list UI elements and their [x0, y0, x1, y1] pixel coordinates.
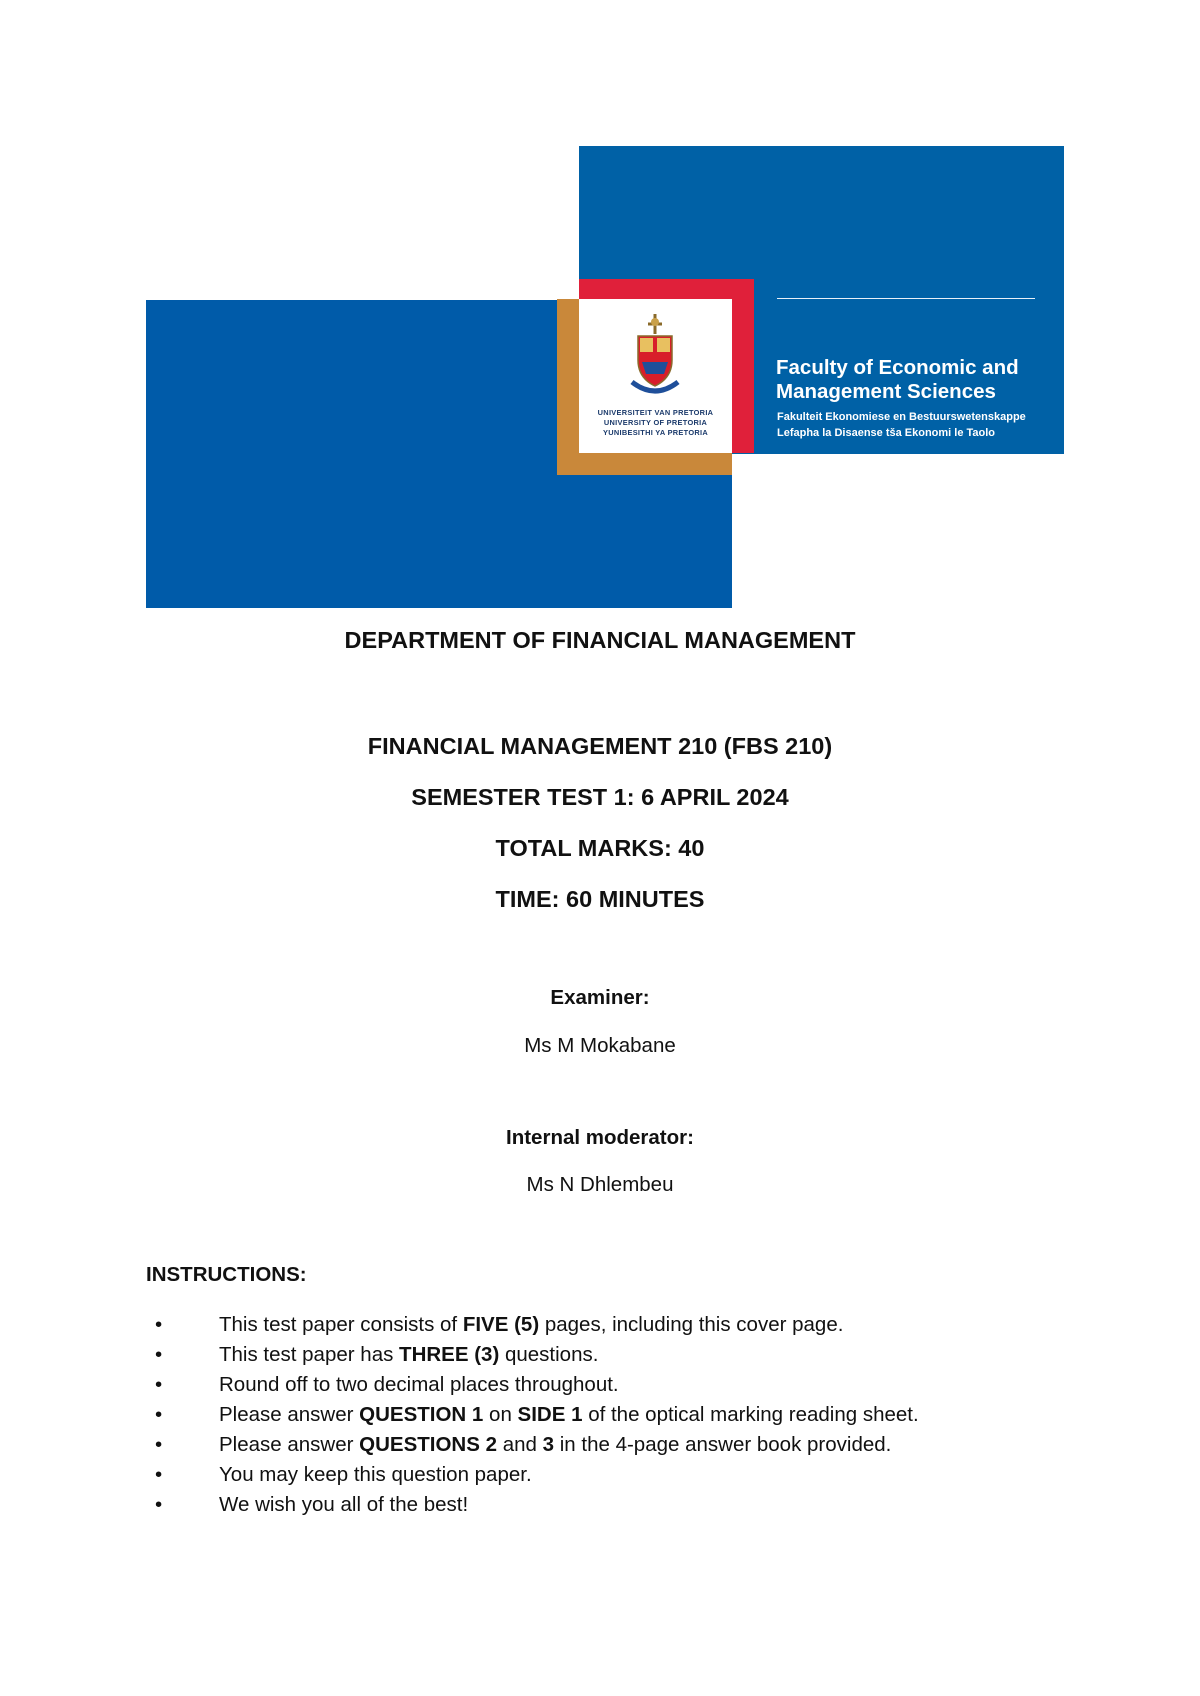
- list-item: • This test paper has THREE (3) questions.: [146, 1340, 1106, 1370]
- list-item: • You may keep this question paper.: [146, 1460, 1106, 1490]
- total-marks: TOTAL MARKS: 40: [495, 835, 705, 861]
- bullet: •: [155, 1403, 163, 1426]
- bullet: •: [155, 1433, 163, 1456]
- banner-divider: [777, 298, 1035, 299]
- examiner-label: Examiner:: [550, 986, 650, 1009]
- course-title: FINANCIAL MANAGEMENT 210 (FBS 210): [367, 733, 833, 759]
- department-title: DEPARTMENT OF FINANCIAL MANAGEMENT: [344, 627, 856, 653]
- bullet: •: [155, 1343, 163, 1366]
- bullet: •: [155, 1313, 163, 1336]
- bullet: •: [155, 1463, 163, 1486]
- instructions-list: [146, 1310, 1106, 1520]
- bullet: •: [155, 1373, 163, 1396]
- list-item: • We wish you all of the best!: [146, 1490, 1106, 1520]
- list-item: • This test paper consists of FIVE (5) pages, including this cover page.: [146, 1310, 1106, 1340]
- test-title: SEMESTER TEST 1: 6 APRIL 2024: [411, 784, 789, 810]
- bullet: •: [155, 1493, 163, 1516]
- list-item: • Please answer QUESTIONS 2 and 3 in the 4-page answer book provided.: [146, 1430, 1106, 1460]
- moderator-name: Ms N Dhlembeu: [526, 1173, 674, 1196]
- faculty-subtitle: Fakulteit Ekonomiese en Bestuurswetenskappe Lefapha la Disaense tša Ekonomi le Taolo: [777, 411, 1026, 439]
- university-crest-icon: [630, 312, 680, 402]
- time-limit: TIME: 60 MINUTES: [495, 886, 705, 912]
- list-item: • Please answer QUESTION 1 on SIDE 1 of the optical marking reading sheet.: [146, 1400, 1106, 1430]
- list-item: • Round off to two decimal places throughout.: [146, 1370, 1106, 1400]
- faculty-title: Faculty of Economic and Management Sciences: [776, 356, 1019, 403]
- university-name: UNIVERSITEIT VAN PRETORIA UNIVERSITY OF PRETORIA YUNIBESITHI YA PRETORIA: [597, 408, 714, 437]
- instructions-heading: INSTRUCTIONS:: [146, 1263, 307, 1286]
- moderator-label: Internal moderator:: [506, 1126, 694, 1149]
- examiner-name: Ms M Mokabane: [524, 1034, 676, 1057]
